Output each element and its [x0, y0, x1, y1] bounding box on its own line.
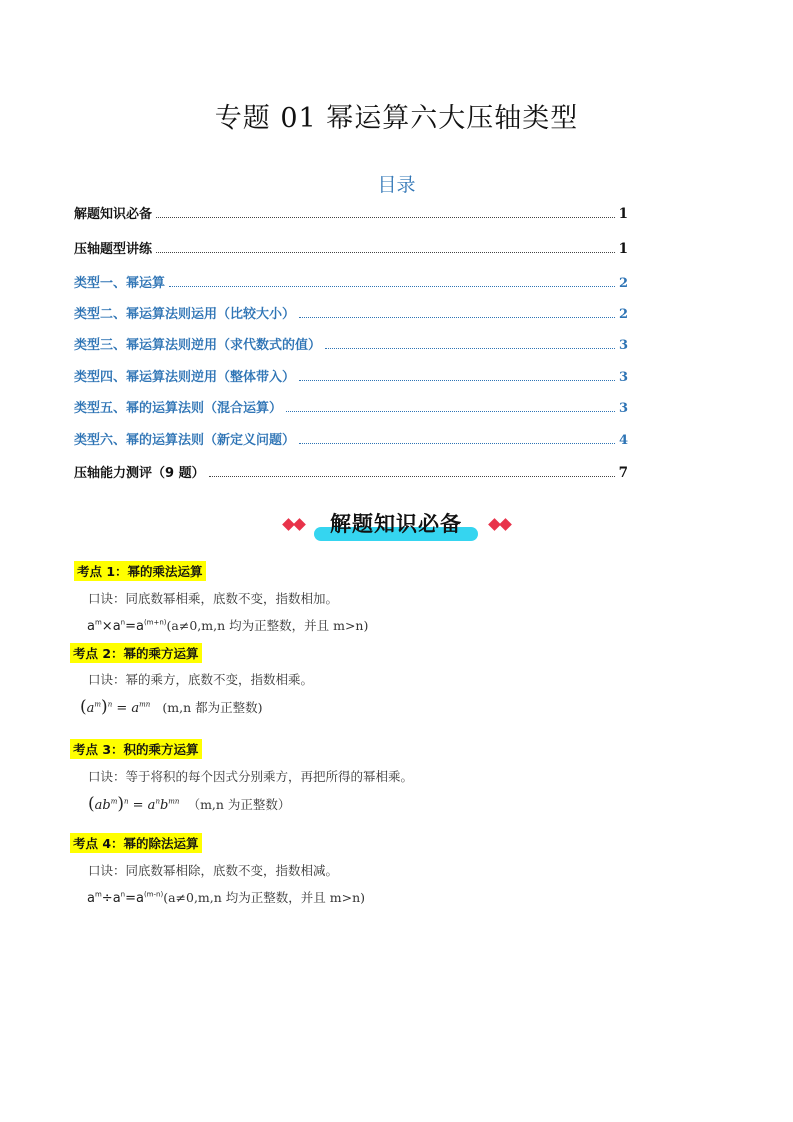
toc-item[interactable]: 类型一、幂运算 2 [74, 276, 628, 291]
point-heading: 考点 4：幂的除法运算 [70, 833, 202, 853]
banner-title: 解题知识必备 [330, 512, 462, 536]
point-rule: 口诀：幂的乘方，底数不变，指数相乘。 [88, 672, 314, 687]
point-rule: 口诀：同底数幂相除，底数不变，指数相减。 [88, 863, 339, 878]
point-heading: 考点 1：幂的乘法运算 [74, 561, 206, 581]
section-banner [280, 505, 513, 545]
toc-item[interactable]: 压轴题型讲练 1 [74, 241, 628, 257]
toc-item[interactable]: 类型四、幂运算法则逆用（整体带入） 3 [74, 370, 628, 385]
toc-item[interactable]: 解题知识必备 1 [74, 206, 628, 222]
point-rule: 口诀：等于将积的每个因式分别乘方，再把所得的幂相乘。 [88, 769, 414, 784]
page-title: 专题 01 幂运算六大压轴类型 [214, 103, 579, 134]
toc-item[interactable]: 类型五、幂的运算法则（混合运算） 3 [74, 401, 628, 416]
formula: $(a^m)^n = a^{mn}$ (m,n 都为正整数) [80, 697, 263, 717]
diamond-icon [293, 518, 306, 531]
formula: $a^m\div a^n=a^{(m-n)}(a\ne 0,m,n$ 均为正整数，并且 m>n) [87, 890, 366, 906]
toc-item[interactable]: 类型二、幂运算法则运用（比较大小） 2 [74, 307, 628, 322]
formula: $a^m\times a^n=a^{(m+n)}(a\ne 0,m,n$ 均为正整数，并且 m>n) [87, 618, 369, 634]
toc-item[interactable]: 类型六、幂的运算法则（新定义问题） 4 [74, 433, 628, 448]
point-heading: 考点 2：幂的乘方运算 [70, 643, 202, 663]
toc-item[interactable]: 类型三、幂运算法则逆用（求代数式的值） 3 [74, 338, 628, 353]
toc-item[interactable]: 压轴能力测评（9 题） 7 [74, 465, 628, 481]
toc-heading: 目录 [377, 174, 416, 196]
point-heading: 考点 3：积的乘方运算 [70, 739, 202, 759]
formula: $(ab^m)^n = a^nb^{mn}$ （m,n 为正整数） [88, 794, 291, 814]
point-rule: 口诀：同底数幂相乘，底数不变，指数相加。 [88, 591, 339, 606]
diamond-icon [499, 518, 512, 531]
